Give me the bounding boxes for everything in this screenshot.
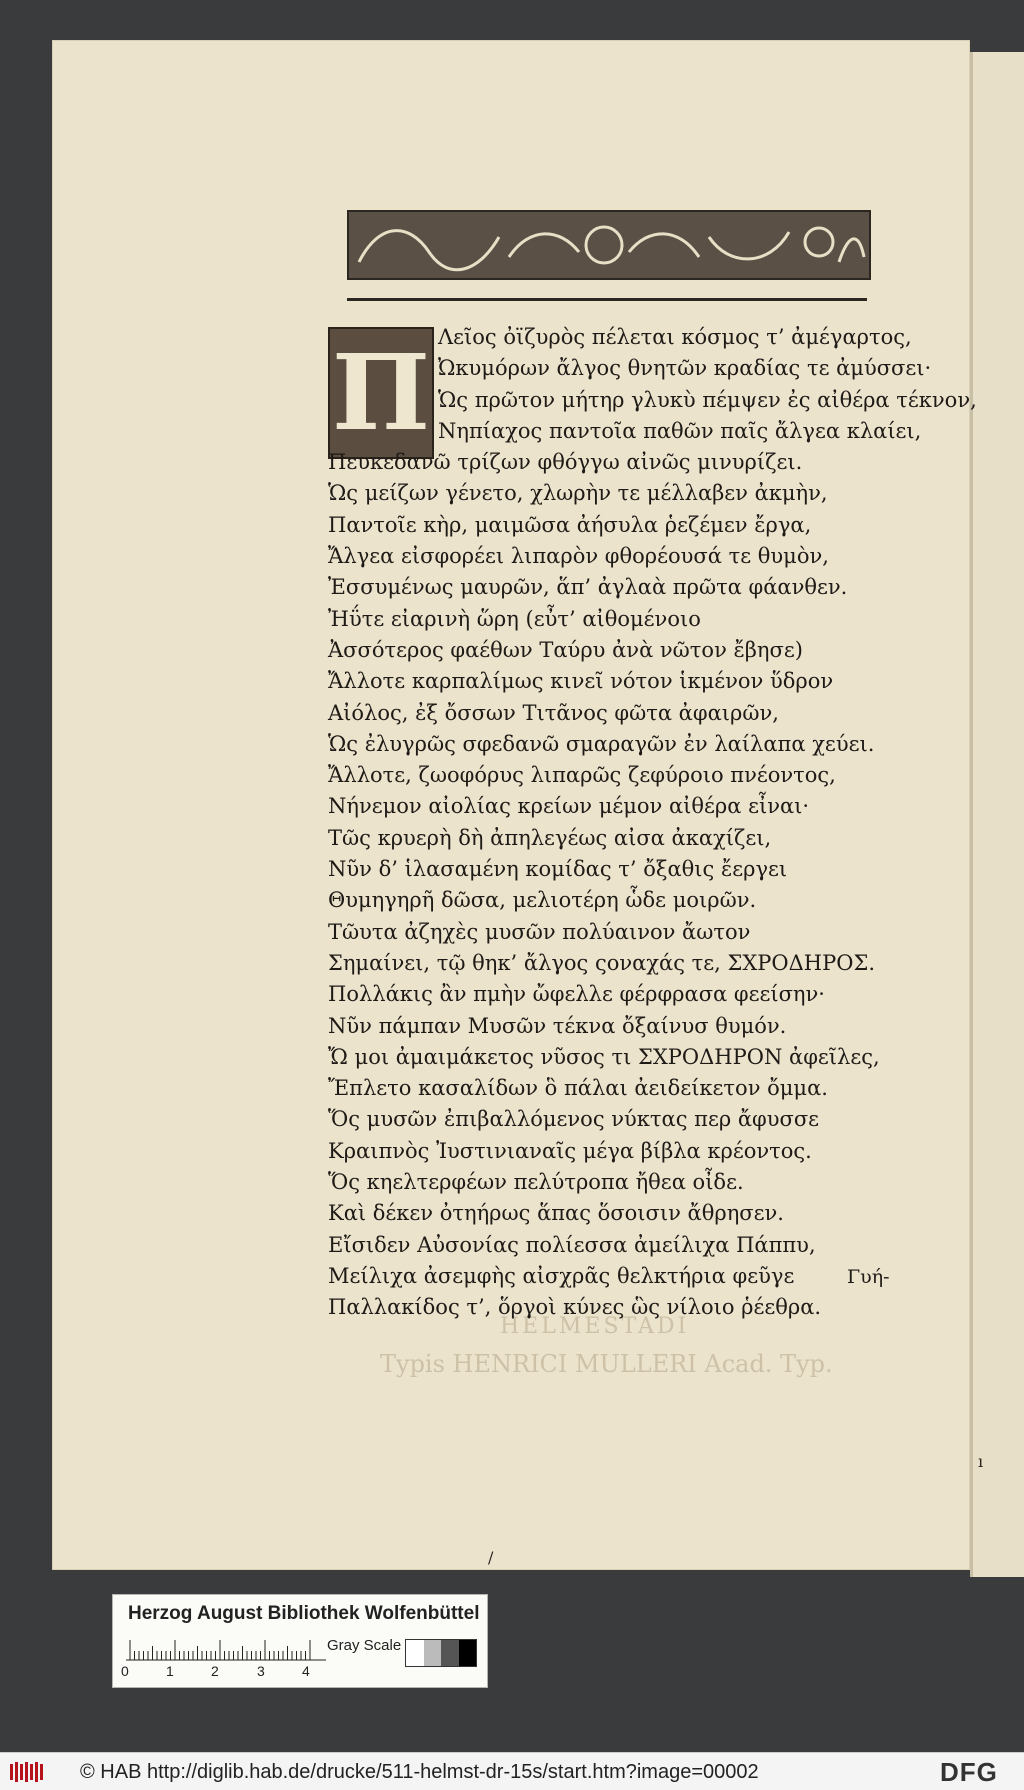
ruler-number: 3	[257, 1663, 265, 1679]
poem-line: Καὶ δέκεν ὀτηήρως ἅπας ὅσοισιν ἄθρησεν.	[328, 1201, 784, 1226]
poem-line: Ἄλγεα εἰσφορέει λιπαρὸν φθορέουσά τε θυμὸν,	[328, 544, 829, 569]
poem-line: Κραιπνὸς Ἰυστινιαναῖς μέγα βίβλα κρέοντος.	[328, 1138, 812, 1163]
ruler-number: 0	[121, 1663, 129, 1679]
gray-swatch	[424, 1640, 442, 1666]
poem-line: Ἠΰτε εἰαρινὴ ὥρη (εὖτ’ αἰθομένοιο	[328, 606, 701, 631]
poem-line: Παλλακίδος τ’, ὅργοὶ κύνες ὣς νίλοιο ῥέεθρα.	[328, 1295, 822, 1320]
footer-source-link[interactable]: © HAB http://diglib.hab.de/drucke/511-helmst-dr-15s/start.htm?image=00002	[80, 1761, 759, 1783]
ruler-number: 1	[166, 1663, 174, 1679]
poem-line: Ὠκυμόρων ἄλγος θνητῶν κραδίας τε ἀμύσσει·	[438, 356, 932, 381]
poem-line: Ὡς πρῶτον μήτηρ γλυκὺ πέμψεν ἐς αἰθέρα τέκνον,	[438, 387, 977, 412]
dfg-logo: DFG	[940, 1757, 998, 1787]
poem-line: Πολλάκις ἂν πμὴν ὤφελλε φέρφρασα φεείσην·	[328, 982, 825, 1007]
page-mark: /	[488, 1548, 494, 1567]
poem-line: Εἴσιδεν Αὐσονίας πολίεσσα ἀμείλιχα Πάππυ,	[328, 1232, 816, 1257]
poem-line: Ὡς ἐλυγρῶς σφεδανῶ σμαραγῶν ἐν λαίλαπα χεύει.	[328, 731, 875, 756]
ruler-number: 4	[302, 1663, 310, 1679]
poem-line: Νήνεμον αἰολίας κρείων μέμον αἰθέρα εἶναι·	[328, 794, 810, 819]
gray-swatch	[406, 1640, 424, 1666]
poem-line: Ἄλλοτε καρπαλίμως κινεῖ νότον ἱκμένον ὕδρον	[328, 669, 834, 694]
ruler-numbers	[121, 1663, 331, 1681]
poem-line: Τῶυτα ἀζηχὲς μυσῶν πολύαινον ἄωτον	[328, 919, 751, 944]
headpiece-rule	[347, 298, 867, 301]
bleed-through-line-2: Typis HENRICI MULLERI Acad. Typ.	[380, 1350, 833, 1378]
library-label-card	[112, 1594, 488, 1688]
poem-line: Ἔπλετο κασαλίδων ὃ πάλαι ἀειδείκετον ὄμμα.	[328, 1076, 828, 1101]
library-label-title: Herzog August Bibliothek Wolfenbüttel	[128, 1603, 480, 1624]
poem-line: Τῶς κρυερὴ δὴ ἀπηλεγέως αἰσα ἀκαχίζει,	[328, 825, 772, 850]
adjacent-page-edge	[970, 52, 1024, 1577]
hab-logo-icon	[8, 1760, 48, 1784]
gray-scale-swatches	[405, 1639, 477, 1667]
poem-line: Αἰόλος, ἐξ ὄσσων Τιτᾶνος φῶτα ἀφαιρῶν,	[328, 700, 779, 725]
gray-swatch	[441, 1640, 459, 1666]
page-mark: ı	[978, 1452, 984, 1471]
poem-line: Νῦν πάμπαν Μυσῶν τέκνα ὄξαίνυσ θυμόν.	[328, 1013, 787, 1038]
poem-line: Θυμηγηρῆ δῶσα, μελιοτέρη ὧδε μοιρῶν.	[328, 888, 757, 913]
gray-swatch	[459, 1640, 477, 1666]
poem-line: Ὡς μείζων γένετο, χλωρὴν τε μέλλαβεν ἀκμὴν,	[328, 481, 828, 506]
ruler-scale	[126, 1633, 326, 1661]
poem-text	[328, 322, 977, 1324]
viewer-footer	[0, 1752, 1024, 1790]
poem-line: Σημαίνει, τῷ θηκ’ ἄλγος ςοναχάς τε, ΣΧΡΟΔΗΡΟΣ.	[328, 950, 875, 975]
decorated-initial: Π	[328, 327, 434, 459]
catchword: Γυή-	[847, 1266, 890, 1288]
bleed-through-line-1: HELMESTADI	[500, 1314, 690, 1339]
poem-line: Πευκεδανῶ τρίζων φθόγγω αἰνῶς μινυρίζει.	[328, 450, 803, 475]
headpiece-ornament	[347, 210, 871, 280]
poem-line: Ὅς κηελτερφέων πελύτροπα ἤθεα οἶδε.	[328, 1170, 744, 1195]
poem-line: Νῦν δ’ ἱλασαμένη κομίδας τ’ ὄξαθις ἔεργει	[328, 857, 788, 882]
ruler-number: 2	[211, 1663, 219, 1679]
poem-line: Ἀσσότερος φαέθων Ταύρυ ἀνὰ νῶτον ἔβησε)	[328, 637, 803, 662]
poem-line: Παντοῖε κὴρ, μαιμῶσα ἀήσυλα ῥεζέμεν ἔργα,	[328, 512, 812, 537]
poem-line: Νηπίαχος παντοῖα παθῶν παῖς ἄλγεα κλαίει,	[438, 418, 922, 443]
poem-line: Λεῖος ὀϊζυρὸς πέλεται κόσμος τ’ ἀμέγαρτος,	[438, 325, 912, 349]
poem-line: Μείλιχα ἀσεμφὴς αἰσχρᾶς θελκτήρια φεῦγε	[328, 1263, 795, 1288]
gray-scale-label: Gray Scale	[327, 1637, 402, 1654]
poem-line: Ἐσσυμένως μαυρῶν, ἅπ’ ἀγλαὰ πρῶτα φάανθεν.	[328, 575, 848, 600]
poem-line: Ὅς μυσῶν ἐπιβαλλόμενος νύκτας περ ἄφυσσε	[328, 1107, 820, 1132]
poem-line: Ὤ μοι ἀμαιμάκετος νῦσος τι ΣΧΡΟΔΗΡΟΝ ἀφεῖλες,	[328, 1044, 880, 1069]
poem-line: Ἄλλοτε, ζωοφόρυς λιπαρῶς ζεφύροιο πνέοντος,	[328, 763, 836, 788]
